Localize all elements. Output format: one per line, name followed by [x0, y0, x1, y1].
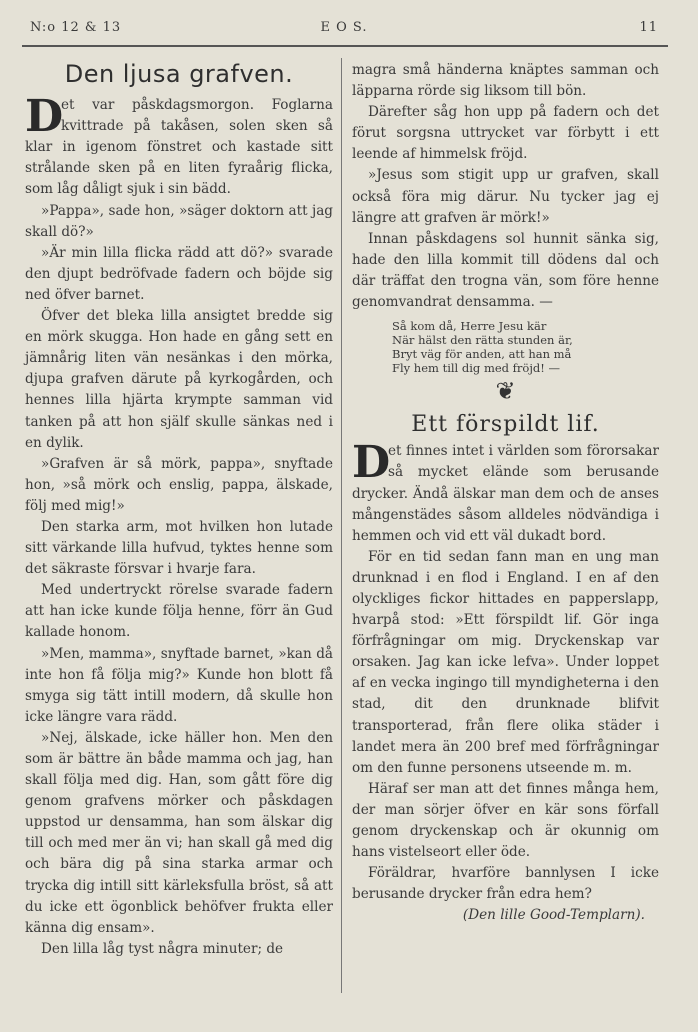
article1-paragraph: Den starka arm, mot hvilken hon lutade sitt värkande lilla hufvud, tyktes henne som det säkraste försvar i hvarje fara. — [25, 518, 333, 578]
verse-line: Så kom då, Herre Jesu kär — [392, 319, 547, 334]
verse-line: Bryt väg för anden, att han må — [392, 347, 572, 362]
article1-paragraph: »Nej, älskade, icke häller hon. Men den som är bättre än både mamma och jag, han skall följa med dig. Han, som gått före dig genom grafvens mörker och påskdagen uppstod ur densamma, han som älskar dig till och med mer än vi; han skall gå med dig och bära dig på sina starka armar och trycka dig intill sitt kärleksfulla bröst, så att du icke ett ögonblick behöfver frukta eller känna dig ensam». — [25, 729, 333, 936]
article1-paragraph: »Jesus som stigit upp ur grafven, skall också föra mig därur. Nu tycker jag ej längre att grafven är mörk!» — [352, 167, 659, 226]
page-number: 11 — [639, 20, 658, 35]
dropcap: D — [25, 91, 64, 143]
header-rule — [22, 45, 668, 47]
article2-paragraph: För en tid sedan fann man en ung man drunknad i en flod i England. I en af den olyckliges fickor hittades en papperslapp, hvarpå stod: »Ett förspildt lif. Gör inga förfrågningar om mig. Dryckenskap var orsaken. Jag kan icke lefva». Under loppet af en vecka ingingo till myndigheterna i den stad, dit den drunknade blifvit transporterad, från flere olika städer i landet mera än 200 bref med förfrågningar om den funne personens utseende m. m. — [352, 548, 659, 776]
article1-paragraph: »Är min lilla flicka rädd att dö?» svarade den djupt bedröfvade fadern och böjde sig ned öfver barnet. — [25, 244, 333, 303]
ornament-icon: ❦ — [495, 377, 516, 406]
article2-source: (Den lille Good-Templarn). — [462, 907, 645, 924]
article1-paragraph: »Pappa», sade hon, »säger doktorn att jag skall dö?» — [25, 202, 333, 240]
article2-paragraph: D et finnes intet i världen som förorsakar så mycket elände som berusande drycker. Ändå älskar man dem och de anses mångenstädes såsom alldeles nödvändiga i hemmen och vid ett väl dukadt bord. — [352, 437, 659, 544]
verse-line: När hälst den rätta stunden är, — [392, 333, 573, 348]
issue-number: N:o 12 & 13 — [30, 20, 122, 35]
article1-paragraph: Innan påskdagens sol hunnit sänka sig, hade den lilla kommit till dödens dal och där träffat den trogna vän, som före henne genomvandrat densamma. — — [352, 230, 659, 311]
article1-paragraph: Den lilla låg tyst några minuter; de — [41, 940, 284, 957]
article1-title: Den ljusa grafven. — [64, 60, 294, 88]
article1-paragraph: »Men, mamma», snyftade barnet, »kan då inte hon få följa mig?» Kunde hon blott få smyga sig tätt intill modern, då skulle hon icke längre vara rädd. — [25, 645, 333, 725]
dropcap: D — [352, 437, 391, 489]
article2-paragraph: Föräldrar, hvarföre bannlysen I icke berusande drycker från edra hem? — [352, 865, 659, 903]
article1-paragraph: D et var påskdagsmorgon. Foglarna kvittrade på takåsen, solen sken så klar in igenom fönstret och kastade sitt strålande sken på en liten fyraårig flicka, som låg dåligt sjuk i sin bädd. — [25, 91, 333, 198]
article1-paragraph: Med undertryckt rörelse svarade fadern att han icke kunde följa henne, förr än Gud kallade honom. — [25, 582, 333, 641]
article2-paragraph: Häraf ser man att det finnes många hem, der man sörjer öfver en kär sons förfall genom dryckenskap och är okunnig om hans vistelseort eller öde. — [352, 780, 659, 861]
verse-line: Fly hem till dig med fröjd! — — [392, 361, 561, 376]
page-header — [30, 20, 658, 42]
article1-paragraph: »Grafven är så mörk, pappa», snyftade hon, »så mörk och enslig, pappa, älskade, följ med mig!» — [25, 455, 333, 514]
hymn-verse — [392, 319, 659, 375]
journal-name: E O S. — [320, 20, 368, 35]
article1-paragraph: Därefter såg hon upp på fadern och det förut sorgsna uttrycket var förbytt i ett leende af himmelsk fröjd. — [352, 104, 659, 163]
article1-paragraph: Öfver det bleka lilla ansigtet bredde sig en mörk skugga. Hon hade en gång sett en jämnårig liten vän nesänkas i den mörka, djupa grafven därute på kyrkogården, och hennes lilla hjärta krympte samman vid tanken på att hon själf skulle sänkas ned i en dylik. — [25, 308, 333, 451]
left-column — [25, 60, 333, 960]
column-divider — [341, 58, 342, 993]
right-column — [352, 60, 659, 926]
article2-title: Ett förspildt lif. — [411, 412, 600, 438]
article1-paragraph: magra små händerna knäptes samman och läpparna rörde sig liksom till bön. — [352, 62, 659, 100]
